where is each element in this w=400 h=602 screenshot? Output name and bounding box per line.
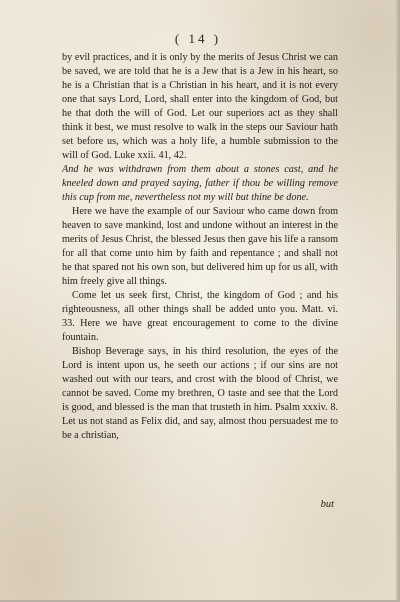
catchword: but (320, 499, 334, 510)
paragraph-2-scripture-quote: And he was withdrawn from them about a stones cast, and he kneeled down and prayed saying, father if thou be willing remove this cup from me, nevertheless not my will but thine be done. (62, 164, 338, 203)
page-number: ( 14 ) (174, 31, 222, 46)
paragraph-3: Here we have the example of our Saviour who came down from heaven to save mankind, lost and undone without an interest in the merits of Jesus Christ, the blessed Jesus then gave his life a ransom for all that come unto him by faith and repentance ; and shall not he that spared not his own son, but delivered him up for us all, with him freely give all things. (62, 206, 338, 287)
paragraph-4: Come let us seek first, Christ, the kingdom of God ; and his righteousness, all other things shall be added unto you. Matt. vi. 33. Here we have great encouragement to come to the divine fountain. (62, 290, 338, 343)
body-text (62, 51, 338, 443)
paragraph-1: by evil practices, and it is only by the merits of Jesus Christ we can be saved, we are told that he is a Jew that is a Jew in his heart, so he is a Christian that is a Christian in his heart, and it is not every one that says Lord, Lord, shall enter into the kingdom of God, but he that doth the will of God. Let our superiors act as they shall think it best, we must resolve to walk in the steps our Saviour hath set before us, which was a holy life, a humble submission to the will of God. Luke xxii. 41, 42. (62, 52, 338, 161)
paragraph-5: Bishop Beverage says, in his third resolution, the eyes of the Lord is intent upon us, he seeth our actions ; if our sins are not washed out with our tears, and crost with the blood of Christ, we cannot be saved. Come my brethren, O taste and see that the Lord is good, and blessed is the man that trusteth in him. Psalm xxxiv. 8. Let us not stand as Felix did, and say, almost thou persuadest me to be a christian, (62, 346, 338, 441)
